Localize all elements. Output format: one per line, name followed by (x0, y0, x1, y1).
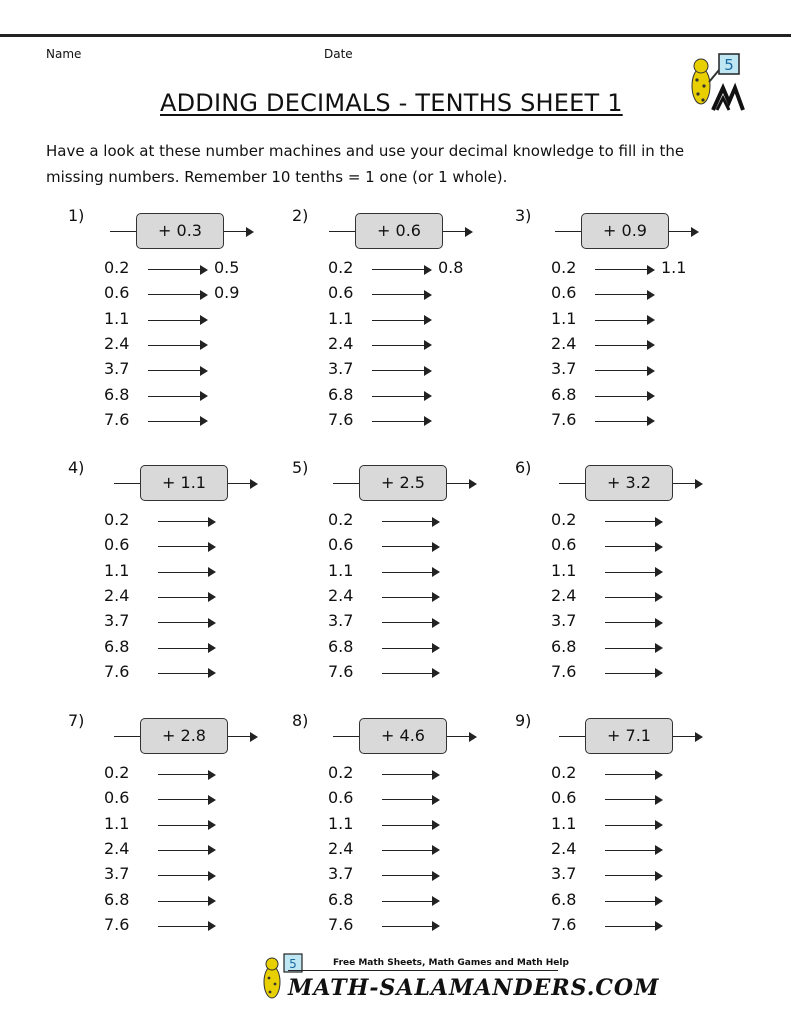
answer-arrow (372, 396, 430, 397)
input-value: 0.6 (551, 788, 577, 808)
answer-arrow (382, 875, 438, 876)
question-number: 3) (515, 206, 532, 225)
input-value: 0.6 (328, 788, 354, 808)
input-value: 2.4 (328, 585, 354, 605)
input-value: 2.4 (551, 838, 577, 858)
name-label: Name (46, 47, 82, 61)
question-number: 2) (292, 206, 309, 225)
machine-input-line (555, 231, 581, 232)
input-value: 3.7 (104, 611, 130, 631)
answer-arrow (382, 546, 438, 547)
answer-arrow (158, 546, 214, 547)
input-value: 6.8 (551, 384, 577, 404)
machine-input-line (110, 231, 136, 232)
machine-output-arrow (443, 231, 471, 232)
answer-arrow (372, 269, 430, 270)
answer-arrow (158, 850, 214, 851)
page-title: ADDING DECIMALS - TENTHS SHEET 1 (160, 89, 623, 117)
machine-input-line (114, 736, 140, 737)
answer-arrow (158, 799, 214, 800)
answer-arrow (148, 396, 206, 397)
machine-input-line (559, 483, 585, 484)
answer-arrow (605, 648, 661, 649)
answer-arrow (605, 926, 661, 927)
answer-arrow (158, 648, 214, 649)
input-value: 6.8 (328, 889, 354, 909)
input-value: 3.7 (328, 359, 354, 379)
answer-arrow (158, 875, 214, 876)
input-value: 6.8 (104, 636, 130, 656)
answer-arrow (382, 901, 438, 902)
answer-arrow (382, 774, 438, 775)
input-value: 1.1 (551, 813, 577, 833)
answer-arrow (382, 850, 438, 851)
answer-arrow (158, 521, 214, 522)
question-number: 9) (515, 711, 532, 730)
input-value: 3.7 (328, 611, 354, 631)
input-value: 7.6 (551, 914, 577, 934)
input-value: 7.6 (104, 409, 130, 429)
date-label: Date (324, 47, 353, 61)
answer-arrow (605, 875, 661, 876)
input-value: 1.1 (551, 560, 577, 580)
machine-output-arrow (224, 231, 252, 232)
logo-badge-number: 5 (724, 56, 734, 74)
machine-output-arrow (228, 736, 256, 737)
machine-output-arrow (673, 483, 701, 484)
question-number: 5) (292, 458, 309, 477)
answer-arrow (372, 320, 430, 321)
machine-input-line (329, 231, 355, 232)
answer-arrow (382, 622, 438, 623)
answer-arrow (382, 673, 438, 674)
machine-output-arrow (669, 231, 697, 232)
answer-arrow (158, 673, 214, 674)
footer-tagline: Free Math Sheets, Math Games and Math Help (333, 958, 569, 968)
answer-arrow (382, 521, 438, 522)
answer-arrow (605, 546, 661, 547)
answer-arrow (595, 370, 653, 371)
number-machine: + 0.9 (581, 213, 669, 249)
machine-output-arrow (447, 483, 475, 484)
input-value: 6.8 (104, 889, 130, 909)
answer-value: 0.9 (214, 283, 240, 303)
input-value: 3.7 (328, 864, 354, 884)
input-value: 7.6 (328, 914, 354, 934)
answer-arrow (382, 799, 438, 800)
question-number: 1) (68, 206, 85, 225)
input-value: 1.1 (328, 813, 354, 833)
answer-arrow (372, 294, 430, 295)
input-value: 7.6 (104, 914, 130, 934)
machine-output-arrow (673, 736, 701, 737)
answer-arrow (595, 294, 653, 295)
input-value: 1.1 (104, 813, 130, 833)
input-value: 0.2 (104, 258, 130, 277)
answer-value: 0.5 (214, 258, 240, 277)
top-rule (0, 34, 791, 37)
answer-arrow (148, 294, 206, 295)
answer-arrow (382, 572, 438, 573)
question-number: 8) (292, 711, 309, 730)
answer-arrow (605, 850, 661, 851)
answer-arrow (605, 799, 661, 800)
input-value: 0.6 (551, 535, 577, 555)
answer-arrow (605, 673, 661, 674)
answer-arrow (158, 825, 214, 826)
input-value: 1.1 (328, 560, 354, 580)
answer-arrow (595, 320, 653, 321)
input-value: 0.6 (328, 535, 354, 555)
answer-arrow (372, 421, 430, 422)
input-value: 0.2 (551, 510, 577, 529)
number-machine: + 0.3 (136, 213, 224, 249)
answer-arrow (158, 622, 214, 623)
answer-arrow (382, 648, 438, 649)
input-value: 7.6 (551, 409, 577, 429)
input-value: 1.1 (328, 308, 354, 328)
answer-value: 0.8 (438, 258, 464, 277)
answer-arrow (605, 572, 661, 573)
answer-arrow (158, 926, 214, 927)
answer-arrow (148, 421, 206, 422)
input-value: 0.2 (104, 763, 130, 782)
input-value: 3.7 (551, 359, 577, 379)
answer-arrow (148, 269, 206, 270)
input-value: 3.7 (104, 864, 130, 884)
answer-arrow (605, 825, 661, 826)
number-machine: + 2.8 (140, 718, 228, 754)
machine-input-line (333, 483, 359, 484)
instructions: Have a look at these number machines and use your decimal knowledge to fill in the missing numbers. Remember 10 tenths = 1 one (or 1 whole). (46, 142, 685, 186)
question-number: 6) (515, 458, 532, 477)
number-machine: + 3.2 (585, 465, 673, 501)
input-value: 0.6 (551, 283, 577, 303)
input-value: 0.2 (104, 510, 130, 529)
machine-input-line (559, 736, 585, 737)
input-value: 2.4 (104, 333, 130, 353)
machine-input-line (333, 736, 359, 737)
input-value: 6.8 (328, 636, 354, 656)
input-value: 0.6 (104, 535, 130, 555)
input-value: 7.6 (328, 409, 354, 429)
input-value: 6.8 (328, 384, 354, 404)
input-value: 1.1 (104, 560, 130, 580)
input-value: 2.4 (328, 333, 354, 353)
machine-input-line (114, 483, 140, 484)
answer-arrow (158, 774, 214, 775)
input-value: 7.6 (551, 661, 577, 681)
machine-output-arrow (447, 736, 475, 737)
input-value: 0.6 (104, 283, 130, 303)
number-machine: + 0.6 (355, 213, 443, 249)
answer-value: 1.1 (661, 258, 687, 277)
number-machine: + 7.1 (585, 718, 673, 754)
footer-rule (288, 970, 558, 971)
salamander-logo-icon (683, 52, 745, 112)
input-value: 0.2 (328, 258, 354, 277)
answer-arrow (605, 521, 661, 522)
answer-arrow (382, 825, 438, 826)
input-value: 2.4 (104, 585, 130, 605)
input-value: 3.7 (104, 359, 130, 379)
input-value: 0.2 (551, 258, 577, 277)
answer-arrow (605, 622, 661, 623)
answer-arrow (605, 901, 661, 902)
input-value: 1.1 (104, 308, 130, 328)
input-value: 7.6 (104, 661, 130, 681)
answer-arrow (372, 345, 430, 346)
input-value: 7.6 (328, 661, 354, 681)
input-value: 6.8 (104, 384, 130, 404)
answer-arrow (595, 269, 653, 270)
question-number: 4) (68, 458, 85, 477)
answer-arrow (158, 901, 214, 902)
input-value: 0.2 (551, 763, 577, 782)
number-machine: + 4.6 (359, 718, 447, 754)
input-value: 3.7 (551, 864, 577, 884)
answer-arrow (382, 597, 438, 598)
footer-badge-number: 5 (289, 957, 297, 971)
input-value: 0.6 (328, 283, 354, 303)
input-value: 2.4 (551, 585, 577, 605)
answer-arrow (372, 370, 430, 371)
answer-arrow (595, 396, 653, 397)
answer-arrow (158, 597, 214, 598)
answer-arrow (595, 421, 653, 422)
answer-arrow (605, 597, 661, 598)
question-number: 7) (68, 711, 85, 730)
input-value: 2.4 (104, 838, 130, 858)
footer-brand[interactable]: MATH-SALAMANDERS.COM (288, 975, 660, 1001)
input-value: 0.2 (328, 510, 354, 529)
answer-arrow (605, 774, 661, 775)
number-machine: + 1.1 (140, 465, 228, 501)
input-value: 1.1 (551, 308, 577, 328)
answer-arrow (148, 320, 206, 321)
input-value: 0.2 (328, 763, 354, 782)
input-value: 2.4 (551, 333, 577, 353)
input-value: 0.6 (104, 788, 130, 808)
input-value: 2.4 (328, 838, 354, 858)
answer-arrow (148, 370, 206, 371)
input-value: 3.7 (551, 611, 577, 631)
number-machine: + 2.5 (359, 465, 447, 501)
answer-arrow (595, 345, 653, 346)
answer-arrow (382, 926, 438, 927)
machine-output-arrow (228, 483, 256, 484)
input-value: 6.8 (551, 636, 577, 656)
answer-arrow (158, 572, 214, 573)
answer-arrow (148, 345, 206, 346)
input-value: 6.8 (551, 889, 577, 909)
